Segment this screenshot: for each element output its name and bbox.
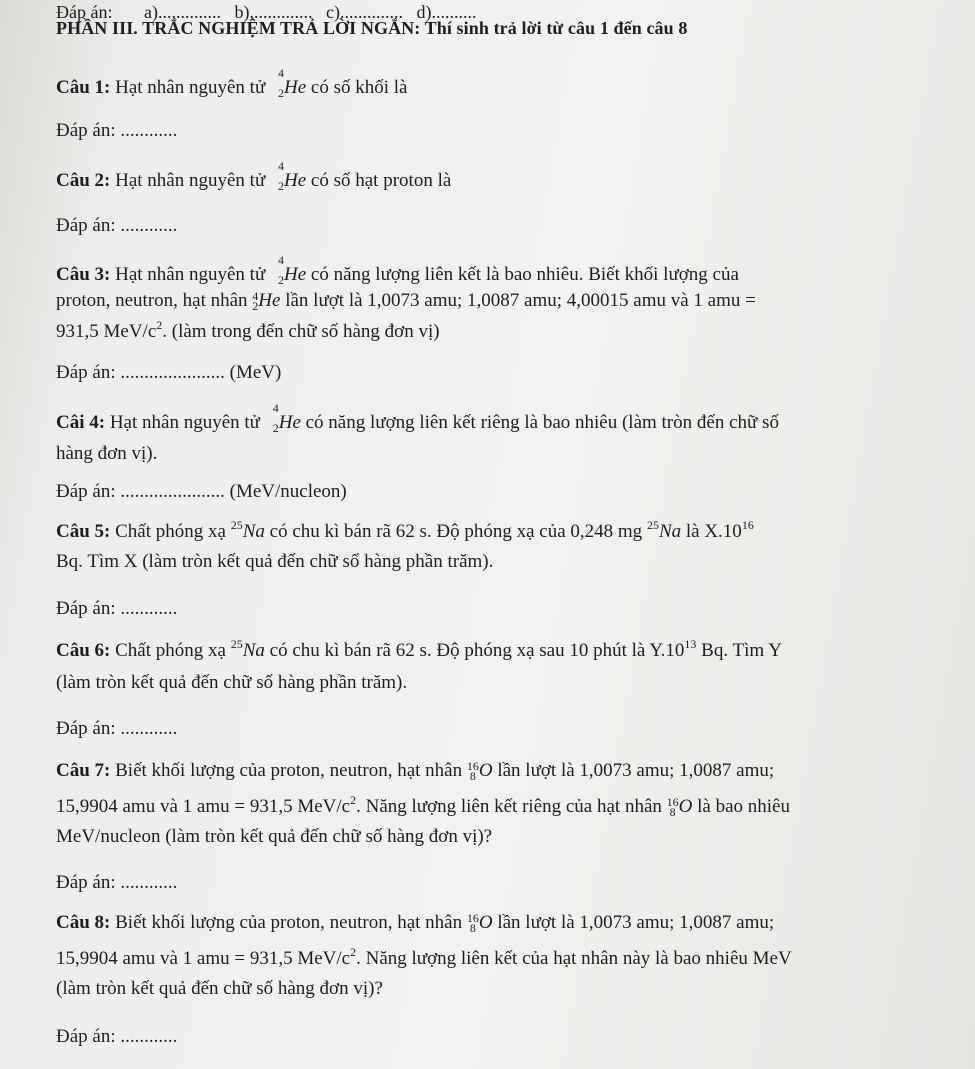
isotope-notation: 16 8 (466, 911, 479, 935)
question-label: Câi 4: (56, 412, 106, 433)
isotope-notation: 16 8 (666, 795, 679, 819)
answer-label: Đáp án: (56, 2, 113, 22)
question-text: Biết khối lượng của proton, neutron, hạt nhân (115, 760, 463, 781)
question-6 (56, 637, 782, 662)
question-text: Chất phóng xạ (115, 521, 226, 542)
question-8-line-3: (làm tròn kết quả đến chữ số hàng đơn vị)? (56, 978, 383, 999)
question-text-2: có năng lượng liên kết riêng là bao nhiêu (làm tròn đến chữ số (305, 412, 779, 433)
isotope-notation: 4 2 (278, 66, 285, 100)
exponent: 16 (741, 518, 754, 532)
answer-line-1: Đáp án: ............ (56, 120, 178, 141)
question-text: Hạt nhân nguyên tử (115, 170, 266, 191)
element-symbol: O (478, 760, 493, 781)
text: . (làm trong đến chữ số hàng đơn vị) (162, 321, 440, 342)
text: 15,9904 amu và 1 amu = 931,5 MeV/c (56, 796, 351, 817)
isotope-notation: 4 2 (252, 289, 259, 313)
question-6-line-2: (làm tròn kết quả đến chữ số hàng phần trăm). (56, 672, 408, 693)
exponent: 2 (156, 318, 163, 332)
question-label: Câu 6: (56, 640, 111, 661)
question-1 (56, 66, 408, 100)
answer-unit: (MeV) (229, 362, 282, 383)
element-symbol: He (284, 77, 307, 98)
isotope-notation: 4 2 (278, 253, 285, 287)
question-text-3: là X.10 (685, 521, 742, 542)
question-text-2: có chu kì bán rã 62 s. Độ phóng xạ sau 10 phút là Y.10 (269, 640, 685, 661)
question-8 (56, 912, 774, 934)
element-symbol: Na (658, 521, 682, 542)
answer-unit: (MeV/nucleon) (229, 481, 347, 502)
question-5-line-2: Bq. Tìm X (làm tròn kết quả đến chữ số hàng phần trăm). (56, 551, 494, 572)
element-symbol: Na (242, 521, 265, 542)
answer-blank: Đáp án: ...................... (56, 481, 225, 502)
question-label: Câu 7: (56, 760, 111, 781)
option-a: a).............. (143, 2, 221, 22)
text: . Năng lượng liên kết của hạt nhân này là bao nhiêu MeV (356, 948, 792, 969)
answer-line-5: Đáp án: ............ (56, 598, 178, 619)
text: proton, neutron, hạt nhân (56, 290, 248, 311)
text: 931,5 MeV/c (56, 321, 157, 342)
section-title: PHẦN III. TRẮC NGHIỆM TRẢ LỜI NGẮN: Thí sinh trả lời từ câu 1 đến câu 8 (56, 18, 688, 38)
question-4 (56, 401, 779, 435)
question-3-line-2 (56, 290, 756, 312)
mass-number: 25 (230, 518, 243, 532)
option-b: b).............. (234, 2, 313, 22)
text: . Năng lượng liên kết riêng của hạt nhân (356, 796, 662, 817)
isotope-notation: 4 2 (278, 159, 285, 193)
question-2 (56, 159, 452, 193)
option-c: c).............. (325, 2, 403, 22)
question-text: Biết khối lượng của proton, neutron, hạt nhân (115, 912, 463, 933)
question-label: Câu 5: (56, 521, 111, 542)
isotope-notation: 4 2 (272, 401, 279, 435)
question-4-line-2: hàng đơn vị). (56, 443, 158, 464)
answer-line-8: Đáp án: ............ (56, 1026, 178, 1047)
text: lần lượt là 1,0073 amu; 1,0087 amu; 4,00015 amu và 1 amu = (285, 290, 756, 311)
element-symbol: He (284, 170, 307, 191)
element-symbol: O (478, 912, 493, 933)
text: là bao nhiêu (697, 796, 790, 817)
question-text: Hạt nhân nguyên tử (115, 77, 266, 98)
question-3 (56, 253, 739, 287)
element-symbol: O (678, 796, 693, 817)
answer-line-3 (56, 362, 281, 384)
option-d: d).......... (416, 2, 477, 22)
question-7 (56, 760, 774, 782)
question-label: Câu 3: (56, 264, 111, 285)
question-text-2: có số hạt proton là (310, 170, 452, 191)
answer-line-6: Đáp án: ............ (56, 718, 178, 739)
question-label: Câu 1: (56, 77, 111, 98)
question-7-line-2 (56, 793, 790, 818)
question-text-2: có số khối là (310, 77, 408, 98)
question-text: Chất phóng xạ (115, 640, 226, 661)
question-label: Câu 2: (56, 170, 111, 191)
question-3-line-3 (56, 318, 440, 343)
exponent: 2 (350, 945, 357, 959)
question-text-2: có chu kì bán rã 62 s. Độ phóng xạ của 0,248 mg (269, 521, 643, 542)
answer-line-2: Đáp án: ............ (56, 215, 178, 236)
answer-blank: Đáp án: ...................... (56, 362, 225, 383)
question-text: Hạt nhân nguyên tử (109, 412, 260, 433)
mass-number: 25 (230, 637, 243, 651)
question-text: Hạt nhân nguyên tử (115, 264, 266, 285)
exponent: 13 (684, 637, 697, 651)
question-5 (56, 518, 754, 543)
question-text-2: lần lượt là 1,0073 amu; 1,0087 amu; (497, 760, 775, 781)
question-8-line-2 (56, 945, 792, 970)
element-symbol: Na (242, 640, 265, 661)
element-symbol: He (258, 290, 281, 311)
exponent: 2 (350, 793, 357, 807)
isotope-notation: 16 8 (466, 759, 479, 783)
element-symbol: He (278, 412, 301, 433)
question-text-3: Bq. Tìm Y (701, 640, 782, 661)
text: 15,9904 amu và 1 amu = 931,5 MeV/c (56, 948, 351, 969)
question-label: Câu 8: (56, 912, 111, 933)
question-7-line-3: MeV/nucleon (làm tròn kết quả đến chữ số hàng đơn vị)? (56, 826, 493, 847)
answer-line-7: Đáp án: ............ (56, 872, 178, 893)
answer-line-4 (56, 481, 347, 503)
mass-number: 25 (646, 518, 659, 532)
element-symbol: He (284, 264, 307, 285)
question-text-2: lần lượt là 1,0073 amu; 1,0087 amu; (497, 912, 775, 933)
question-text-2: có năng lượng liên kết là bao nhiêu. Biết khối lượng của (310, 264, 739, 285)
